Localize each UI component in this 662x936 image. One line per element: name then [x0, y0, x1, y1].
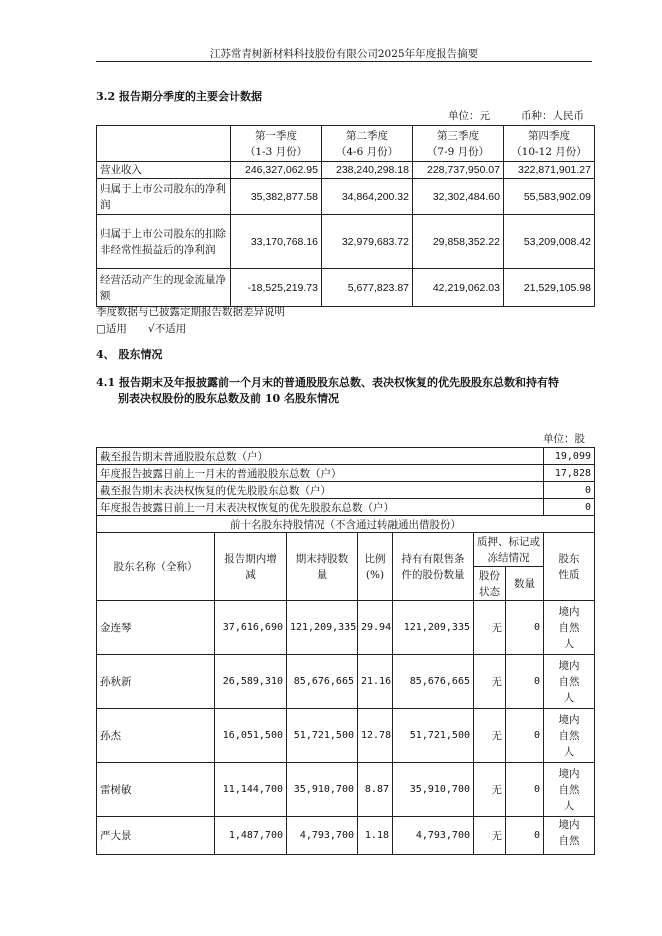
table-cell: 0 [506, 709, 544, 763]
summary-value: 17,828 [544, 465, 595, 482]
holder-nature: 境内自然人 [544, 709, 595, 763]
summary-value: 19,099 [544, 448, 595, 465]
table-cell: 29,858,352.22 [413, 215, 504, 269]
table-cell: 0 [506, 601, 544, 655]
table-cell: 5,677,823.87 [322, 269, 413, 307]
table-cell: 0 [506, 655, 544, 709]
table-cell: 11,144,700 [215, 763, 287, 817]
quarter-header: 第三季度 （7-9 月份） [413, 126, 504, 162]
summary-value: 0 [544, 482, 595, 499]
table-cell: 16,051,500 [215, 709, 287, 763]
col-header-hold: 期末持股数量 [287, 533, 358, 601]
table-cell: 无 [474, 601, 506, 655]
table-cell: 322,871,901.27 [504, 162, 595, 179]
table-cell: 51,721,500 [287, 709, 358, 763]
table-cell: 85,676,665 [393, 655, 474, 709]
row-label: 归属于上市公司股东的扣除非经常性损益后的净利润 [97, 215, 231, 269]
summary-value: 0 [544, 499, 595, 516]
summary-row [97, 499, 595, 516]
table-cell: 34,864,200.32 [322, 179, 413, 215]
table-cell: 32,979,683.72 [322, 215, 413, 269]
top10-title-row [97, 516, 595, 533]
holder-name: 金连琴 [97, 601, 215, 655]
summary-row [97, 448, 595, 465]
section-3-2-title: 3.2 报告期分季度的主要会计数据 [96, 90, 262, 103]
col-header-change: 报告期内增减 [215, 533, 287, 601]
section-4-1-title-line1: 4.1 报告期末及年报披露前一个月末的普通股股东总数、表决权恢复的优先股股东总数和持有特 [96, 376, 559, 389]
table-cell: 228,737,950.07 [413, 162, 504, 179]
quarter-header: 第四季度 （10-12 月份） [504, 126, 595, 162]
table-cell: 121,209,335 [287, 601, 358, 655]
holder-nature: 境内自然人 [544, 763, 595, 817]
table-cell: 35,382,877.58 [231, 179, 322, 215]
page-header: 江苏常青树新材料科技股份有限公司2025年年度报告摘要 [209, 48, 479, 60]
diff-note: 季度数据与已披露定期报告数据差异说明 [96, 306, 285, 318]
currency-label: 币种：人民币 [521, 110, 584, 122]
table-cell: 4,793,700 [393, 817, 474, 855]
table-cell: 无 [474, 709, 506, 763]
table-cell: 29.94 [358, 601, 393, 655]
table-cell: 26,589,310 [215, 655, 287, 709]
row-label: 经营活动产生的现金流量净额 [97, 269, 231, 307]
table-cell: 53,209,008.42 [504, 215, 595, 269]
table-cell: 4,793,700 [287, 817, 358, 855]
table-cell: 无 [474, 763, 506, 817]
summary-label: 截至报告期末表决权恢复的优先股股东总数（户） [97, 482, 544, 499]
table-row [97, 269, 595, 307]
table-cell: 无 [474, 655, 506, 709]
col-header-ratio: 比例(%) [358, 533, 393, 601]
table-cell: 无 [474, 817, 506, 855]
col-header-name: 股东名称（全称） [97, 533, 215, 601]
col-header-pledge-status: 股份状态 [474, 567, 506, 601]
holder-name: 雷树敏 [97, 763, 215, 817]
table-cell: 0 [506, 817, 544, 855]
table-cell: 55,583,902.09 [504, 179, 595, 215]
table-row [97, 655, 595, 709]
table-cell: 85,676,665 [287, 655, 358, 709]
col-header-row [97, 533, 595, 567]
col-header-pledge: 质押、标记或冻结情况 [474, 533, 544, 567]
unit-label-shares: 单位：股 [543, 433, 585, 445]
top10-title: 前十名股东持股情况（不含通过转融通出借股份） [97, 516, 595, 533]
table-cell: 21,529,105.98 [504, 269, 595, 307]
table-cell: 35,910,700 [393, 763, 474, 817]
table-cell: 1,487,700 [215, 817, 287, 855]
table-row [97, 817, 595, 855]
table-row [97, 601, 595, 655]
quarter-header: 第二季度 （4-6 月份） [322, 126, 413, 162]
shareholders-table [96, 447, 595, 855]
summary-row [97, 482, 595, 499]
holder-nature: 境内自然 [544, 817, 595, 855]
quarterly-header-row [97, 126, 595, 162]
summary-row [97, 465, 595, 482]
col-header-nature: 股东性质 [544, 533, 595, 601]
row-label: 营业收入 [97, 162, 231, 179]
table-cell: 32,302,484.60 [413, 179, 504, 215]
unit-label: 单位：元 [448, 110, 490, 122]
table-cell: 246,327,062.95 [231, 162, 322, 179]
row-label: 归属于上市公司股东的净利润 [97, 179, 231, 215]
option-not-apply: √不适用 [148, 323, 187, 335]
col-header-pledge-qty: 数量 [506, 567, 544, 601]
table-cell: 51,721,500 [393, 709, 474, 763]
summary-label: 截至报告期末普通股股东总数（户） [97, 448, 544, 465]
holder-nature: 境内自然人 [544, 655, 595, 709]
table-row [97, 162, 595, 179]
summary-label: 年度报告披露日前上一月末的普通股股东总数（户） [97, 465, 544, 482]
table-cell: 21.16 [358, 655, 393, 709]
header-rule [96, 61, 592, 62]
quarterly-table [96, 125, 595, 307]
table-cell: 121,209,335 [393, 601, 474, 655]
col-header-restricted: 持有有限售条件的股份数量 [393, 533, 474, 601]
table-cell: 37,616,690 [215, 601, 287, 655]
table-cell: 12.78 [358, 709, 393, 763]
table-cell: 1.18 [358, 817, 393, 855]
quarter-header: 第一季度 （1-3 月份） [231, 126, 322, 162]
quarterly-header-blank [97, 126, 231, 162]
table-row [97, 215, 595, 269]
section-4-1-title-line2: 别表决权股份的股东总数及前 10 名股东情况 [118, 392, 339, 405]
table-cell: 42,219,062.03 [413, 269, 504, 307]
table-row [97, 709, 595, 763]
holder-name: 孙杰 [97, 709, 215, 763]
table-row [97, 763, 595, 817]
table-cell: 35,910,700 [287, 763, 358, 817]
holder-nature: 境内自然人 [544, 601, 595, 655]
table-cell: 33,170,768.16 [231, 215, 322, 269]
table-cell: 0 [506, 763, 544, 817]
table-cell: 238,240,298.18 [322, 162, 413, 179]
summary-label: 年度报告披露日前上一月末表决权恢复的优先股股东总数（户） [97, 499, 544, 516]
table-row [97, 179, 595, 215]
table-cell: -18,525,219.73 [231, 269, 322, 307]
holder-name: 严大景 [97, 817, 215, 855]
option-apply: □适用 [96, 323, 127, 335]
section-4-title: 4、 股东情况 [96, 348, 163, 361]
holder-name: 孙秋新 [97, 655, 215, 709]
table-cell: 8.87 [358, 763, 393, 817]
